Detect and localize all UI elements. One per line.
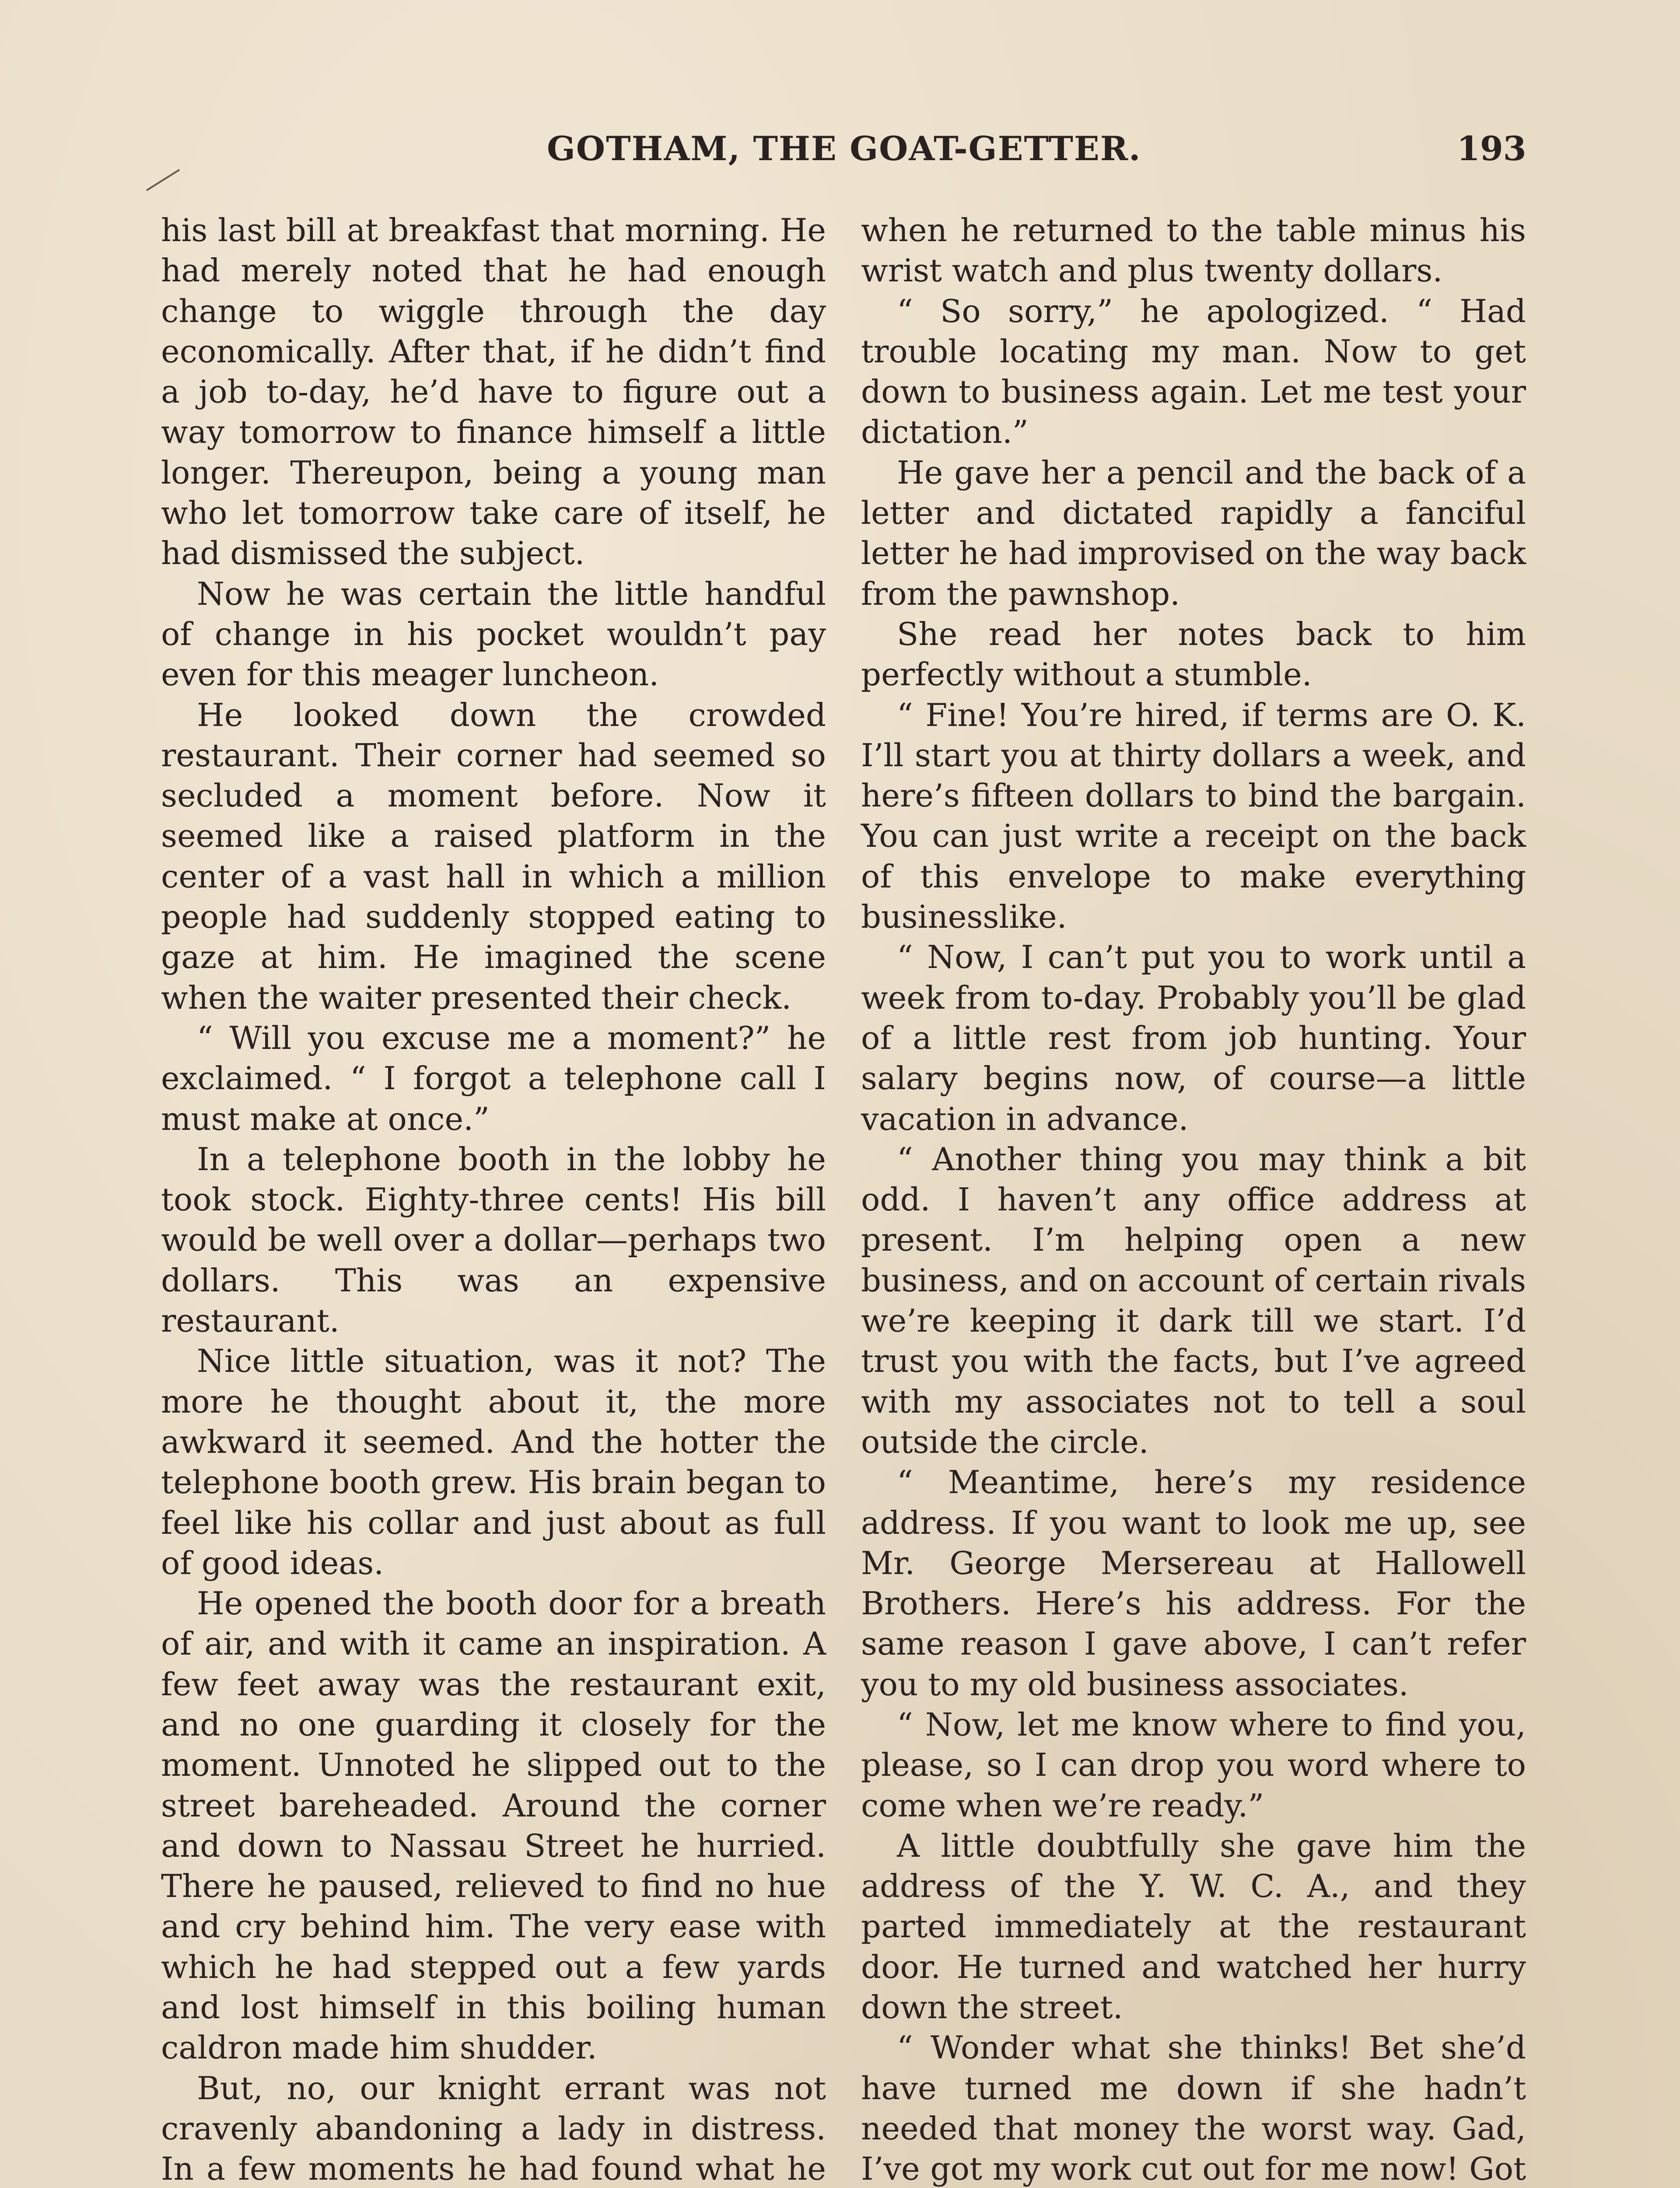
paragraph: Now he was certain the little handful of change in his pocket wouldn’t pay even for this meager luncheon. — [161, 575, 826, 693]
paragraph: A little doubtfully she gave him the address of the Y. W. C. A., and they parted immediately at the restaurant door. He turned and watched her hurry down the street. — [861, 1827, 1526, 2026]
paragraph: “ Now, let me know where to find you, please, so I can drop you word where to come when we’re ready.” — [861, 1706, 1526, 1824]
paragraph: “ Meantime, here’s my residence address. If you want to look me up, see Mr. George Mersereau at Hallowell Brothers. Here’s his address. For the same reason I gave above, I can’t refer you to my old business associates. — [861, 1464, 1526, 1703]
page-header — [0, 129, 1680, 177]
paragraph: “ So sorry,” he apologized. “ Had trouble locating my man. Now to get down to business again. Let me test your dictation.” — [861, 292, 1526, 451]
paragraph: He looked down the crowded restaurant. Their corner had seemed so secluded a moment before. Now it seemed like a raised platform in the center of a vast hall in which a million people had suddenly stopped eating to gaze at him. He imagined the scene when the waiter presented their check. — [161, 696, 826, 1016]
paragraph: She read her notes back to him perfectly without a stumble. — [861, 615, 1526, 693]
pen-mark-icon — [144, 166, 184, 193]
left-column — [161, 210, 826, 2188]
paragraph: “ Wonder what she thinks! Bet she’d have turned me down if she hadn’t needed that money the worst way. Gad, I’ve got my work cut out for me now! Got — [861, 2029, 1526, 2188]
paragraph: “ Now, I can’t put you to work until a week from to-day. Probably you’ll be glad of a little rest from job hunting. Your salary begins now, of course—a little vacation in advance. — [861, 939, 1526, 1137]
paragraph: when he returned to the table minus his wrist watch and plus twenty dollars. — [861, 212, 1526, 289]
paragraph: He opened the booth door for a breath of air, and with it came an inspiration. A few feet away was the restaurant exit, and no one guarding it closely for the moment. Unnoted he slipped out to the street bareheaded. Around the corner and down to Nassau Street he hurried. There he paused, relieved to find no hue and cry behind him. The very ease with which he had stepped out a few yards and lost himself in this boiling human caldron made him shudder. — [161, 1585, 826, 2066]
paragraph: “ Another thing you may think a bit odd. I haven’t any office address at present. I’m helping open a new business, and on account of certain rivals we’re keeping it dark till we start. I’d trust you with the facts, but I’ve agreed with my associates not to tell a soul outside the circle. — [861, 1140, 1526, 1460]
paragraph: “ Will you excuse me a moment?” he exclaimed. “ I forgot a telephone call I must make at once.” — [161, 1019, 826, 1137]
paragraph: In a telephone booth in the lobby he took stock. Eighty-three cents! His bill would be well over a dollar—perhaps two dollars. This was an expensive restaurant. — [161, 1140, 826, 1339]
running-title: GOTHAM, THE GOAT-GETTER. — [547, 129, 1141, 168]
paragraph: Nice little situation, was it not? The more he thought about it, the more awkward it seemed. And the hotter the telephone booth grew. His brain began to feel like his collar and just about as full of good ideas. — [161, 1343, 826, 1581]
page-number: 193 — [1457, 129, 1526, 168]
paragraph: He gave her a pencil and the back of a letter and dictated rapidly a fanciful letter he had improvised on the way back from the pawnshop. — [861, 454, 1526, 612]
paragraph: “ Fine! You’re hired, if terms are O. K. I’ll start you at thirty dollars a week, and here’s fifteen dollars to bind the bargain. You can just write a receipt on the back of this envelope to make everything businesslike. — [861, 696, 1526, 936]
paragraph: his last bill at breakfast that morning. He had merely noted that he had enough change to wiggle through the day economically. After that, if he didn’t find a job to-day, he’d have to figure out a way tomorrow to finance himself a little longer. Thereupon, being a young man who let tomorrow take care of itself, he had dismissed the subject. — [161, 212, 826, 572]
right-column — [861, 210, 1526, 2188]
paragraph: But, no, our knight errant was not cravenly abandoning a lady in distress. In a few moments he had found what he — [161, 2069, 826, 2188]
